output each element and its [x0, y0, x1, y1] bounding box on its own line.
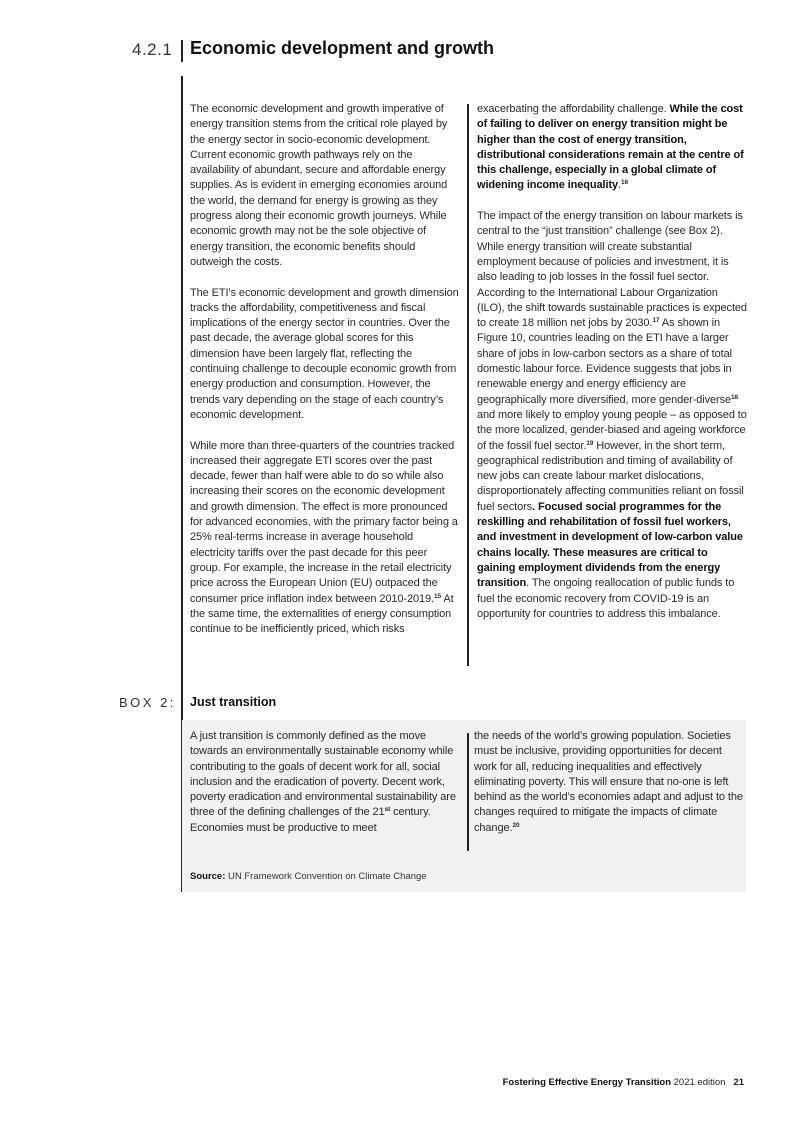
footnote-ref: 19	[586, 439, 594, 447]
footer-report-title: Fostering Effective Energy Transition	[502, 1077, 671, 1088]
footnote-ref: 17	[652, 317, 660, 325]
text-run: The impact of the energy transition on labour markets is central to the “just transition” challenge (see Box 2). While energy transition will create substantial employment because of policies and investment, it is also leading to job losses in the fossil fuel sector. According to the International Labour Organization (ILO), the shift towards sustainable practices is expected to create 18 million net jobs by 2030.	[477, 210, 747, 330]
bold-run: . Focused social programmes for the reskilling and rehabilitation of fossil fuel workers, and investment in development of low-carbon value chains locally. These measures are critical to gaining employment dividends from the energy transition	[477, 500, 743, 590]
footnote-ref: 20	[512, 821, 520, 829]
paragraph	[190, 286, 460, 424]
box-column-right	[474, 729, 744, 851]
text-run: While more than three-quarters of the countries tracked increased their aggregate ETI scores over the past decade, fewer than half were able to do so while also increasing their scores on the economic development and growth dimension. The effect is more pronounced for advanced economies, with the primary factor being a 25% real-terms increase in average household electricity tariffs over the past decade for this peer group. For example, the increase in the retail electricity price across the European Union (EU) outpaced the consumer price inflation index between 2010-2019.	[190, 439, 458, 605]
text-run: . The ongoing reallocation of public funds to fuel the economic recovery from COVID-19 is an opportunity for countries to address this imbalance.	[477, 577, 735, 620]
footnote-ref: st	[384, 806, 391, 814]
paragraph	[190, 102, 460, 270]
text-run: the needs of the world’s growing population. Societies must be inclusive, providing opportunities for decent work for all, reducing inequalities and effectively eliminating poverty. This will ensure that no-one is left behind as the world’s economies adapt and adjust to the changes required to mitigate the impacts of climate change.	[474, 730, 743, 834]
paragraph	[477, 102, 747, 194]
text-run: and more likely to employ young people – as opposed to the more localized, gender-biased and ageing workforce of the fossil fuel sector.	[477, 408, 747, 452]
box-title: Just transition	[190, 695, 277, 709]
box-label: BOX 2:	[119, 695, 176, 710]
heading-divider	[181, 40, 183, 62]
page-footer	[503, 1077, 744, 1088]
section-title: Economic development and growth	[190, 38, 495, 58]
column-divider	[467, 104, 469, 666]
text-run: The ETI’s economic development and growth dimension tracks the affordability, competitiveness and fiscal implications of the energy sector in countries. Over the past decade, the average global scores for this dimension have been largely flat, reflecting the continuing challenge to decouple economic growth from energy production and consumption. However, the trends vary depending on the stage of each country’s economic development.	[190, 286, 459, 421]
body-column-right	[477, 102, 747, 637]
paragraph	[477, 209, 747, 622]
text-run: exacerbating the affordability challenge.	[477, 103, 670, 115]
footnote-ref: 18	[731, 393, 739, 401]
bold-run: While the cost of failing to deliver on energy transition might be higher than the cost of energy transition, distributional considerations remain at the centre of this challenge, especially in a global climate of widening income inequality	[477, 103, 744, 192]
text-run: A just transition is commonly defined as the move towards an environmentally sustainable economy while contributing to the goals of decent work for all, social inclusion and the eradication of poverty. Decent work, poverty eradication and environmental sustainability are three of the defining challenges of the 21	[190, 730, 456, 819]
text-run: At the same time, the externalities of energy consumption continue to be inefficiently priced, which risks	[190, 592, 454, 636]
source-text: UN Framework Convention on Climate Change	[225, 871, 427, 882]
text-run: The economic development and growth imperative of energy transition stems from the critical role played by the energy sector in socio-economic development. Current economic growth pathways rely on the availability of abundant, secure and affordable energy supplies. As is evident in emerging economies around the world, the demand for energy is growing as they progress along their economic growth journeys. While economic growth may not be the sole objective of energy transition, the economic benefits should outweigh the costs.	[190, 103, 448, 268]
footer-edition: 2021 edition	[671, 1077, 726, 1088]
text-run: As shown in Figure 10, countries leading on the ETI have a larger share of jobs in low-carbon sectors as a share of total domestic labour force. Evidence suggests that jobs in renewable energy and energy efficiency are geographically more diversified, more gender-diverse	[477, 317, 732, 406]
text-run: .	[618, 179, 621, 192]
footnote-ref: 15	[433, 592, 442, 600]
box-column-divider	[467, 733, 469, 851]
body-column-left	[190, 102, 460, 653]
page-number: 21	[733, 1077, 744, 1088]
box-column-left	[190, 729, 460, 851]
footnote-ref: 16	[621, 179, 629, 187]
paragraph	[474, 729, 744, 836]
source-label: Source:	[190, 871, 226, 882]
box-source	[190, 871, 427, 882]
text-run: However, in the short term, geographical redistribution and timing of availability of new jobs can create labour market dislocations, disproportionately affecting communities reliant on fossil fuel sectors	[477, 439, 744, 513]
section-number: 4.2.1	[132, 40, 173, 59]
text-run: century. Economies must be productive to meet	[190, 806, 431, 834]
paragraph	[190, 439, 460, 638]
paragraph	[190, 729, 460, 836]
